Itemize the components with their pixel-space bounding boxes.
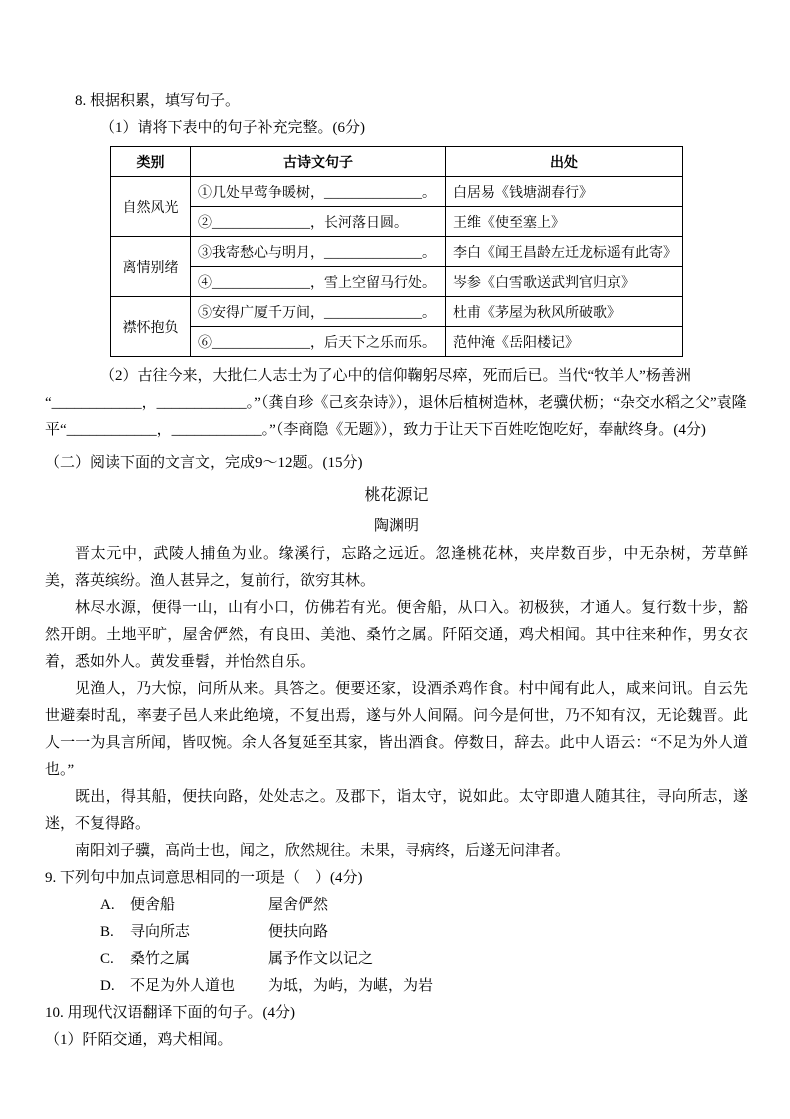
section-2-header: （二）阅读下面的文言文，完成9～12题。(15分) bbox=[45, 455, 363, 471]
passage-paragraph-2: 林尽水源，便得一山，山有小口，仿佛若有光。便舍船，从口入。初极狭，才通人。复行数十步，豁然开朗。土地平旷，屋舍俨然，有良田、美池、桑竹之属。阡陌交通，鸡犬相闻。其中往来种作，男女衣着，悉如外人。黄发垂髫，并怡然自乐。 bbox=[45, 600, 748, 670]
question-8-stem: 8. 根据积累，填写句子。 bbox=[75, 93, 241, 109]
option-b-phrase-2: 便扶向路 bbox=[268, 924, 329, 940]
sentence-cell: ⑤安得广厦千万间，______________。 bbox=[191, 297, 446, 327]
passage-paragraph-1: 晋太元中，武陵人捕鱼为业。缘溪行，忘路之远近。忽逢桃花林，夹岸数百步，中无杂树，芳草鲜美，落英缤纷。渔人甚异之，复前行，欲穷其林。 bbox=[45, 546, 748, 589]
option-d bbox=[100, 973, 748, 1000]
question-10-sub1: （1）阡陌交通，鸡犬相闻。 bbox=[45, 1032, 233, 1048]
question-8-part2: （2）古往今来，大批仁人志士为了心中的信仰鞠躬尽瘁，死而后已。当代“牧羊人”杨善洲 “____________，____________。”（龚自珍《己亥杂诗》），退休后植树造林，老骥伏枥；“杂交水稻之父”袁隆平“____________，____________。”（李商隐《无题》），致力于让天下百姓吃饱吃好，奉献终身。(4分) bbox=[45, 368, 747, 438]
option-c bbox=[100, 946, 748, 973]
category-cell: 离情别绪 bbox=[111, 237, 191, 297]
option-a-phrase-2: 屋舍俨然 bbox=[268, 897, 329, 913]
source-cell: 李白《闻王昌龄左迁龙标遥有此寄》 bbox=[446, 237, 683, 267]
source-cell: 王维《使至塞上》 bbox=[446, 207, 683, 237]
passage-paragraph-3: 见渔人，乃大惊，问所从来。具答之。便要还家，设酒杀鸡作食。村中闻有此人，咸来问讯。自云先世避秦时乱，率妻子邑人来此绝境，不复出焉，遂与外人间隔。问今是何世，乃不知有汉，无论魏晋。此人一一为具言所闻，皆叹惋。余人各复延至其家，皆出酒食。停数日，辞去。此中人语云：“不足为外人道也。” bbox=[45, 681, 748, 778]
passage-title: 桃花源记 bbox=[364, 487, 429, 504]
passage-author: 陶渊明 bbox=[373, 518, 419, 534]
option-a-label: A. bbox=[100, 897, 115, 913]
option-c-phrase-2: 属予作文以记之 bbox=[268, 951, 374, 967]
sentence-cell: ④______________，雪上空留马行处。 bbox=[191, 267, 446, 297]
column-header-source: 出处 bbox=[446, 147, 683, 177]
column-header-category: 类别 bbox=[111, 147, 191, 177]
source-cell: 白居易《钱塘湖春行》 bbox=[446, 177, 683, 207]
table-row bbox=[111, 237, 683, 267]
question-9-stem: 9. 下列句中加点词意思相同的一项是（ ）(4分) bbox=[45, 870, 363, 886]
table-row bbox=[111, 297, 683, 327]
option-d-phrase-1: 不足为外人道也 bbox=[130, 978, 236, 994]
option-a-phrase-1: 便舍船 bbox=[130, 897, 176, 913]
table-row bbox=[111, 177, 683, 207]
source-cell: 范仲淹《岳阳楼记》 bbox=[446, 327, 683, 357]
table-row bbox=[111, 207, 683, 237]
category-cell: 自然风光 bbox=[111, 177, 191, 237]
sentence-cell: ②______________，长河落日圆。 bbox=[191, 207, 446, 237]
passage-paragraph-4: 既出，得其船，便扶向路，处处志之。及郡下，诣太守，说如此。太守即遣人随其往，寻向所志，遂迷，不复得路。 bbox=[45, 789, 748, 832]
question-10-stem: 10. 用现代汉语翻译下面的句子。(4分) bbox=[45, 1005, 295, 1021]
exam-document bbox=[45, 88, 748, 1054]
option-b-phrase-1: 寻向所志 bbox=[130, 924, 191, 940]
sentence-cell: ③我寄愁心与明月，______________。 bbox=[191, 237, 446, 267]
option-c-label: C. bbox=[100, 951, 114, 967]
source-cell: 杜甫《茅屋为秋风所破歌》 bbox=[446, 297, 683, 327]
option-d-phrase-2: 为坻，为屿，为嵁，为岩 bbox=[268, 978, 434, 994]
sentence-cell: ①几处早莺争暖树，______________。 bbox=[191, 177, 446, 207]
table-row bbox=[111, 267, 683, 297]
option-a bbox=[100, 892, 748, 919]
poetry-fill-table bbox=[110, 146, 683, 357]
table-header-row bbox=[111, 147, 683, 177]
category-cell: 襟怀抱负 bbox=[111, 297, 191, 357]
source-cell: 岑参《白雪歌送武判官归京》 bbox=[446, 267, 683, 297]
sentence-cell: ⑥______________，后天下之乐而乐。 bbox=[191, 327, 446, 357]
passage-paragraph-5: 南阳刘子骥，高尚士也，闻之，欣然规往。未果，寻病终，后遂无问津者。 bbox=[75, 843, 571, 859]
option-b bbox=[100, 919, 748, 946]
table-row bbox=[111, 327, 683, 357]
option-d-label: D. bbox=[100, 978, 115, 994]
column-header-sentence: 古诗文句子 bbox=[191, 147, 446, 177]
option-b-label: B. bbox=[100, 924, 114, 940]
option-c-phrase-1: 桑竹之属 bbox=[130, 951, 191, 967]
question-8-part1: （1）请将下表中的句子补充完整。(6分) bbox=[100, 120, 365, 136]
